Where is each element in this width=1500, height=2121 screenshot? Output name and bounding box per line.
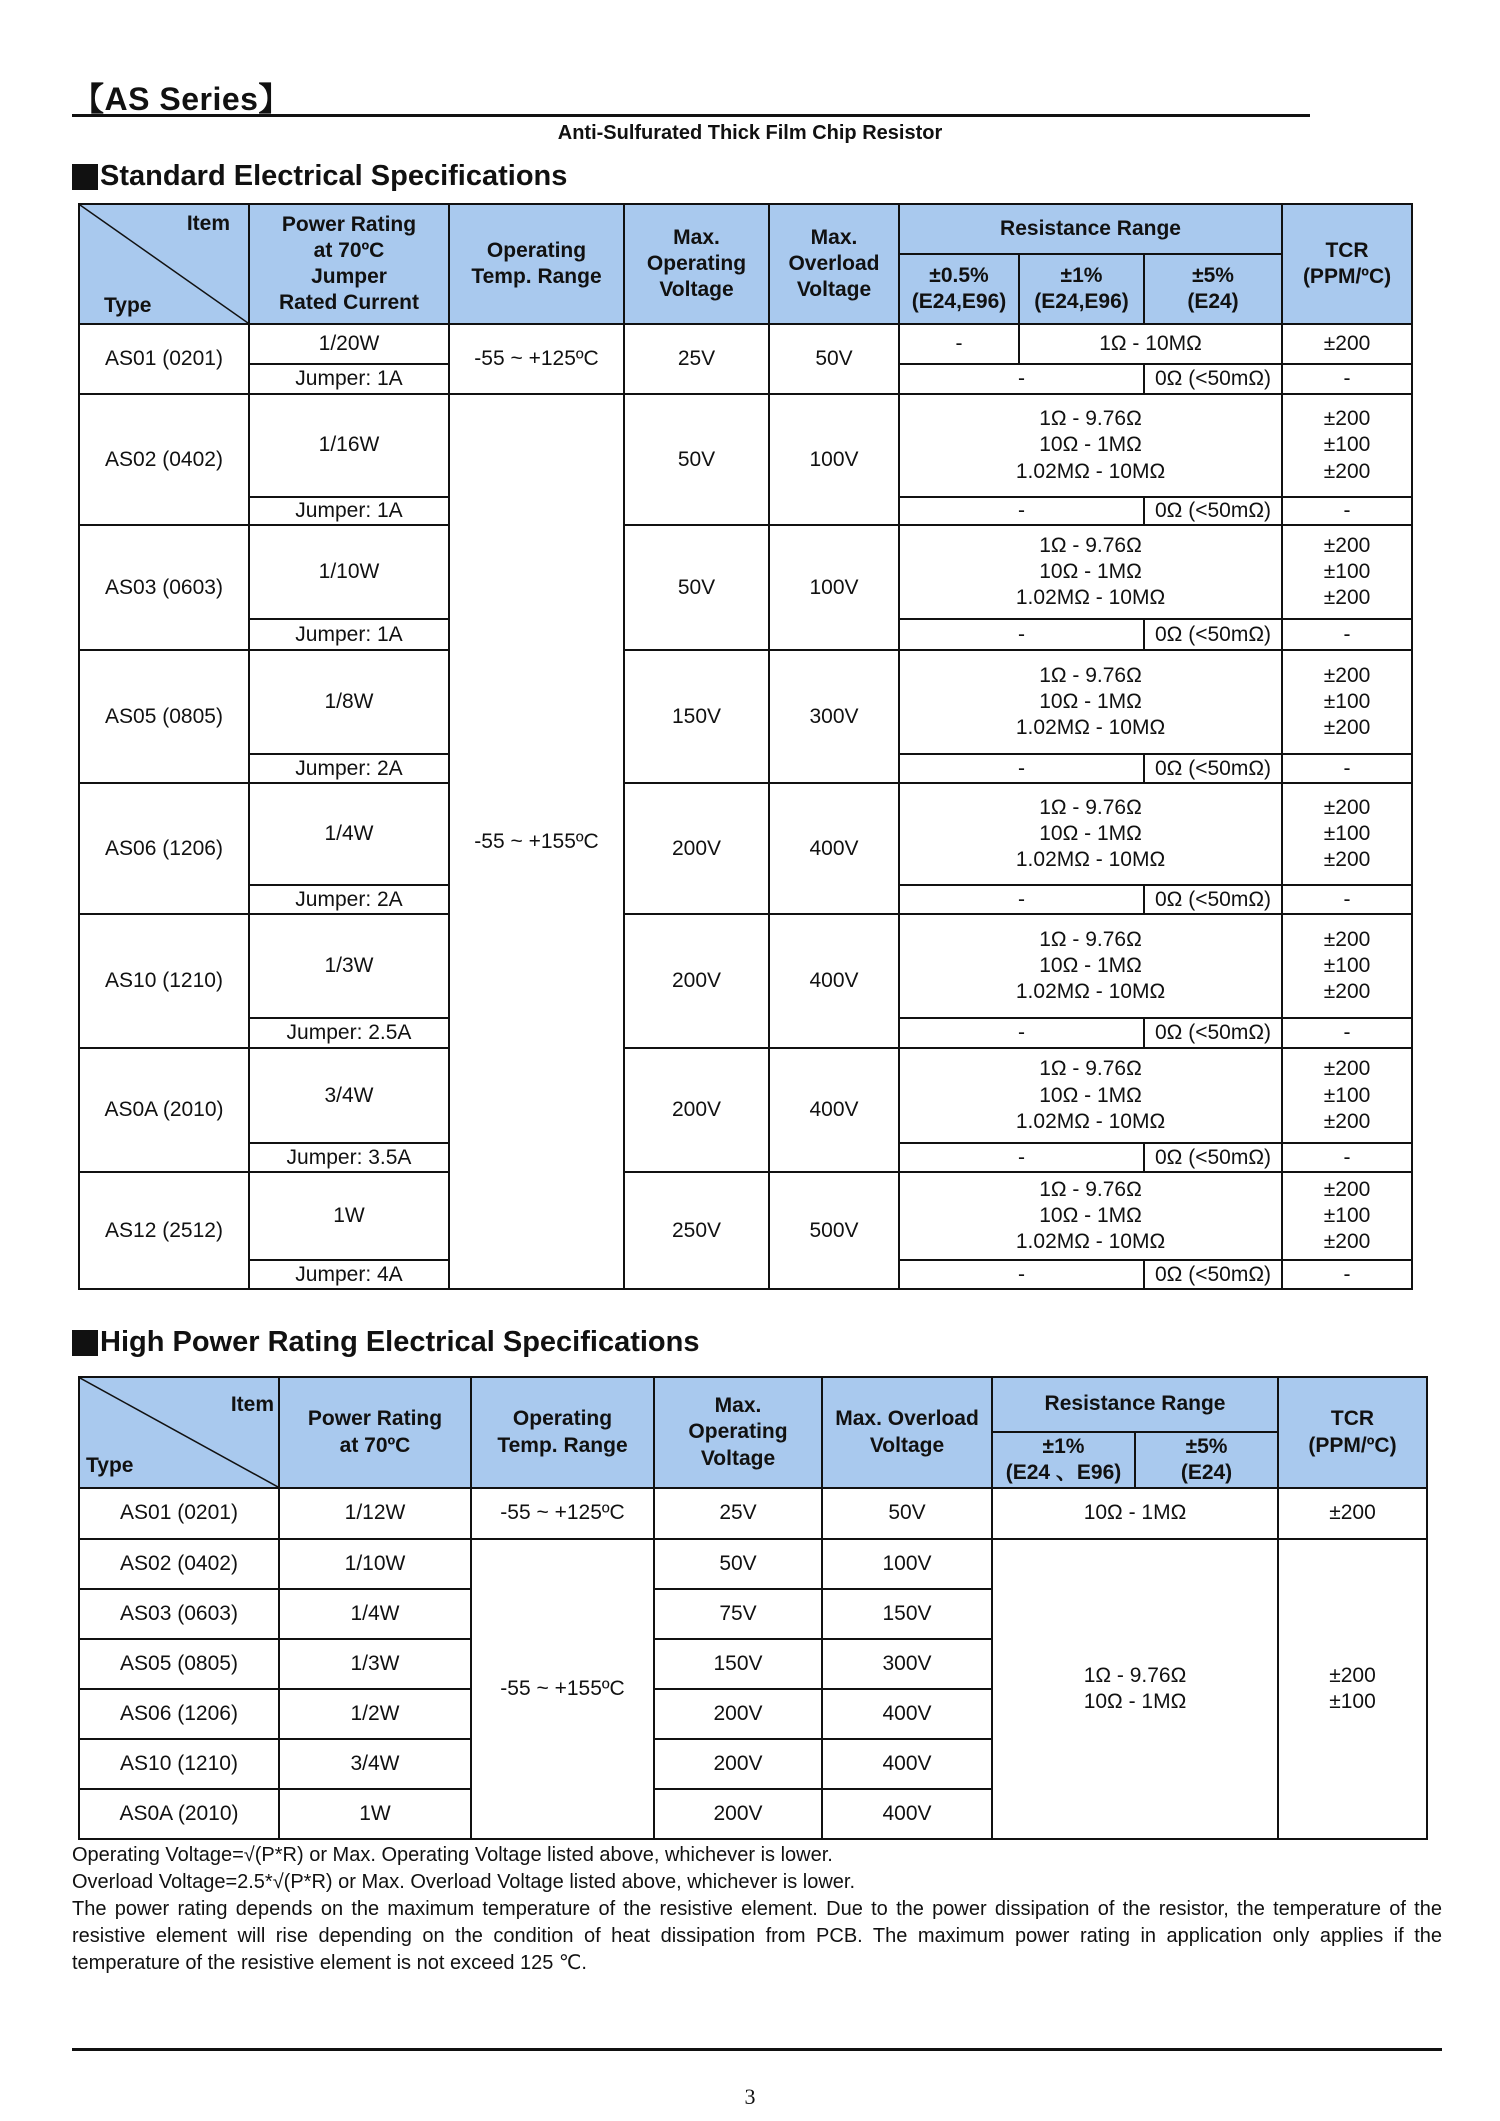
jumper-tcr-cell: -: [1282, 1018, 1412, 1048]
tcr-cell: [1282, 914, 1412, 1018]
power-cell: 1/3W: [279, 1639, 471, 1689]
black-square-icon: [72, 164, 98, 190]
tcr-cell: [1282, 783, 1412, 885]
tcr-line: ±200: [1323, 663, 1371, 687]
range-line: 1Ω - 9.76Ω: [1039, 407, 1142, 431]
header-line: at 70ºC: [339, 1433, 411, 1457]
tcr-cell: ±200: [1278, 1488, 1427, 1539]
tcr-line: ±200: [1323, 795, 1371, 819]
mol-cell: 300V: [769, 650, 899, 783]
mol-cell: 400V: [822, 1789, 992, 1839]
range-line: 10Ω - 1MΩ: [1039, 1083, 1142, 1107]
jumper-cell: Jumper: 1A: [249, 619, 449, 650]
tcr-line: ±200: [1323, 586, 1371, 610]
type-cell: AS0A (2010): [79, 1789, 279, 1839]
item-type-header: [79, 204, 249, 324]
header-line: Voltage: [796, 278, 872, 302]
item-label: Item: [230, 1393, 274, 1416]
power-cell: 1/16W: [249, 394, 449, 497]
header-line: at 70ºC: [313, 238, 385, 262]
jumper-range-cell: -: [899, 885, 1144, 914]
series-title: 【AS Series】: [72, 81, 291, 117]
tcr-header: [1278, 1377, 1427, 1488]
power-cell: 1/12W: [279, 1488, 471, 1539]
jumper-range-cell: -: [899, 1260, 1144, 1289]
type-cell: AS03 (0603): [79, 1589, 279, 1639]
mol-cell: 50V: [769, 324, 899, 394]
table-row: [79, 1539, 1427, 1589]
tcr-cell: [1278, 1539, 1427, 1839]
mol-cell: 400V: [769, 914, 899, 1048]
header-line: Power Rating: [281, 212, 417, 236]
power-cell: 3/4W: [279, 1739, 471, 1789]
type-cell: AS10 (1210): [79, 914, 249, 1048]
header-line: TCR: [1325, 238, 1369, 262]
jumper-cell: Jumper: 1A: [249, 497, 449, 525]
header-line: Max.: [810, 225, 858, 249]
range-cell: [899, 914, 1282, 1018]
range-line: 1.02MΩ - 10MΩ: [1015, 848, 1166, 872]
tcr-line: ±100: [1323, 1204, 1371, 1228]
header-line: Temp. Range: [497, 1433, 628, 1457]
mov-cell: 250V: [624, 1172, 769, 1289]
mol-cell: 100V: [769, 394, 899, 525]
type-cell: AS03 (0603): [79, 525, 249, 650]
range-line: 1.02MΩ - 10MΩ: [1015, 586, 1166, 610]
overload-voltage-note: Overload Voltage=2.5*√(P*R) or Max. Overload Voltage listed above, whichever is lower.: [72, 1871, 856, 1893]
range-cell: [899, 394, 1282, 497]
range-cell: -: [899, 324, 1019, 364]
header-line: Operating: [512, 1407, 613, 1431]
mov-cell: 150V: [654, 1639, 822, 1689]
tcr-line: ±200: [1323, 533, 1371, 557]
power-cell: 1/4W: [249, 783, 449, 885]
high-power-heading: [72, 1326, 699, 1359]
type-cell: AS10 (1210): [79, 1739, 279, 1789]
header-line: Voltage: [659, 278, 734, 302]
mol-cell: 100V: [769, 525, 899, 650]
power-rating-note: The power rating depends on the maximum temperature of the resistive element. Due to the power dissipation of the resistor, the temperature of the resistive element will rise depending on the condition of heat dissipation from PCB. The maximum power rating in application only applies if the temperature of the resistive element is not exceed 125 ℃.: [72, 1898, 1442, 1974]
high-power-spec-table: [78, 1376, 1428, 1840]
header-line: Max.: [673, 225, 720, 249]
header-line: (E24 、E96): [1005, 1461, 1122, 1484]
power-cell: 3/4W: [249, 1048, 449, 1143]
range-line: 10Ω - 1MΩ: [1039, 690, 1142, 714]
range-cell: [899, 525, 1282, 619]
range-line: 1.02MΩ - 10MΩ: [1015, 1109, 1166, 1133]
power-cell: 1/2W: [279, 1689, 471, 1739]
header-line: Voltage: [700, 1446, 776, 1470]
mol-cell: 300V: [822, 1639, 992, 1689]
jumper-zero-cell: 0Ω (<50mΩ): [1144, 1018, 1282, 1048]
jumper-range-cell: -: [899, 1143, 1144, 1172]
notes: [72, 1842, 1442, 1977]
power-rating-header: [249, 204, 449, 324]
header-line: Max. Overload: [835, 1407, 979, 1431]
mov-cell: 200V: [654, 1789, 822, 1839]
range-line: 1.02MΩ - 10MΩ: [1015, 1230, 1166, 1254]
jumper-tcr-cell: -: [1282, 1260, 1412, 1289]
mol-cell: 400V: [769, 783, 899, 914]
range-line: 1Ω - 9.76Ω: [1039, 1177, 1142, 1201]
mov-cell: 200V: [654, 1739, 822, 1789]
tcr-line: ±100: [1323, 433, 1371, 457]
tcr-line: ±100: [1323, 822, 1371, 846]
mov-cell: 200V: [654, 1689, 822, 1739]
max-operating-voltage-header: [624, 204, 769, 324]
type-cell: AS12 (2512): [79, 1172, 249, 1289]
tcr-line: ±200: [1323, 1109, 1371, 1133]
table-row: [79, 525, 1412, 619]
jumper-zero-cell: 0Ω (<50mΩ): [1144, 497, 1282, 525]
range-line: 1Ω - 9.76Ω: [1039, 927, 1142, 951]
max-operating-voltage-header: [654, 1377, 822, 1488]
jumper-tcr-cell: -: [1282, 1143, 1412, 1172]
type-label: Type: [86, 1453, 134, 1477]
tcr-cell: [1282, 1048, 1412, 1143]
tolerance-0-5-header: [899, 254, 1019, 324]
mol-cell: 50V: [822, 1488, 992, 1539]
jumper-zero-cell: 0Ω (<50mΩ): [1144, 1143, 1282, 1172]
range-cell: [899, 783, 1282, 885]
jumper-cell: Jumper: 4A: [249, 1260, 449, 1289]
type-cell: AS02 (0402): [79, 394, 249, 525]
jumper-tcr-cell: -: [1282, 497, 1412, 525]
jumper-range-cell: -: [899, 1018, 1144, 1048]
type-cell: AS0A (2010): [79, 1048, 249, 1172]
mov-cell: 200V: [624, 783, 769, 914]
type-cell: AS02 (0402): [79, 1539, 279, 1589]
range-cell: [899, 1172, 1282, 1260]
range-line: 1.02MΩ - 10MΩ: [1015, 459, 1166, 483]
max-overload-voltage-header: [769, 204, 899, 324]
mov-cell: 75V: [654, 1589, 822, 1639]
page-number: 3: [744, 2084, 756, 2109]
jumper-zero-cell: 0Ω (<50mΩ): [1144, 619, 1282, 650]
operating-voltage-note: Operating Voltage=√(P*R) or Max. Operating Voltage listed above, whichever is lower.: [72, 1844, 833, 1866]
jumper-cell: Jumper: 2.5A: [249, 1018, 449, 1048]
range-line: 10Ω - 1MΩ: [1039, 560, 1142, 584]
mov-cell: 50V: [624, 525, 769, 650]
type-cell: AS05 (0805): [79, 650, 249, 783]
range-line: 1.02MΩ - 10MΩ: [1015, 980, 1166, 1004]
tcr-line: ±200: [1323, 716, 1371, 740]
header-line: Overload: [788, 251, 880, 275]
header-line: ±5%: [1192, 263, 1234, 287]
mov-cell: 200V: [624, 914, 769, 1048]
tcr-cell: [1282, 525, 1412, 619]
table-row: [79, 650, 1412, 754]
temp-cell: -55 ~ +125ºC: [449, 324, 624, 394]
mov-cell: 25V: [654, 1488, 822, 1539]
header-line: Jumper: [311, 265, 387, 288]
power-cell: 1/10W: [249, 525, 449, 619]
tcr-line: ±200: [1323, 927, 1371, 951]
tcr-cell: [1282, 650, 1412, 754]
table-row: [79, 394, 1412, 497]
range-line: 1Ω - 9.76Ω: [1039, 663, 1142, 687]
jumper-zero-cell: 0Ω (<50mΩ): [1144, 754, 1282, 783]
range-cell: [899, 650, 1282, 754]
mol-cell: 400V: [769, 1048, 899, 1172]
temp-cell: -55 ~ +155ºC: [471, 1539, 654, 1839]
range-line: 1Ω - 9.76Ω: [1039, 533, 1142, 557]
tcr-line: ±200: [1323, 1057, 1371, 1081]
table-row: [79, 914, 1412, 1018]
range-line: 10Ω - 1MΩ: [1039, 954, 1142, 978]
power-rating-header: [279, 1377, 471, 1488]
header-line: Operating: [646, 251, 747, 275]
mol-cell: 150V: [822, 1589, 992, 1639]
subtitle: Anti-Sulfurated Thick Film Chip Resistor: [557, 122, 943, 144]
tcr-line: ±100: [1323, 1083, 1371, 1107]
item-type-header: [79, 1377, 279, 1488]
table-row: [79, 1488, 1427, 1539]
power-cell: 1/10W: [279, 1539, 471, 1589]
mov-cell: 25V: [624, 324, 769, 394]
range-cell: [899, 1048, 1282, 1143]
range-line: 10Ω - 1MΩ: [1039, 1204, 1142, 1228]
mov-cell: 50V: [654, 1539, 822, 1589]
max-overload-voltage-header: [822, 1377, 992, 1488]
table-row: [79, 783, 1412, 885]
table-row: [79, 1048, 1412, 1143]
range-line: 1Ω - 9.76Ω: [1083, 1663, 1187, 1687]
tcr-cell: ±200: [1282, 324, 1412, 364]
range-line: 10Ω - 1MΩ: [1039, 822, 1142, 846]
tcr-line: ±200: [1323, 848, 1371, 872]
footer-rule: [72, 2048, 1442, 2051]
mov-cell: 150V: [624, 650, 769, 783]
header-line: ±1%: [1060, 263, 1103, 287]
high-power-heading-text: High Power Rating Electrical Specifications: [100, 1326, 700, 1358]
jumper-tcr-cell: -: [1282, 885, 1412, 914]
jumper-range-cell: -: [899, 619, 1144, 650]
header-line: Operating: [486, 238, 587, 262]
power-cell: 1W: [279, 1789, 471, 1839]
range-cell: 1Ω - 10MΩ: [1019, 324, 1282, 364]
range-line: 10Ω - 1MΩ: [1083, 1690, 1187, 1713]
tcr-line: ±200: [1323, 459, 1371, 483]
black-square-icon: [72, 1330, 98, 1356]
range-line: 1.02MΩ - 10MΩ: [1015, 716, 1166, 740]
jumper-tcr-cell: -: [1282, 754, 1412, 783]
power-cell: 1/8W: [249, 650, 449, 754]
tcr-cell: [1282, 394, 1412, 497]
tcr-header: [1282, 204, 1412, 324]
header-line: Power Rating: [307, 1407, 443, 1431]
header-line: Temp. Range: [471, 265, 602, 288]
power-cell: 1W: [249, 1172, 449, 1260]
header-line: (E24): [1187, 290, 1239, 313]
resistance-range-header: Resistance Range: [899, 204, 1282, 254]
range-cell: 10Ω - 1MΩ: [992, 1488, 1278, 1539]
type-cell: AS05 (0805): [79, 1639, 279, 1689]
tcr-line: ±200: [1323, 1230, 1371, 1254]
range-line: 1Ω - 9.76Ω: [1039, 795, 1142, 819]
title-rule: [72, 114, 1310, 117]
mov-cell: 200V: [624, 1048, 769, 1172]
mol-cell: 100V: [822, 1539, 992, 1589]
range-cell: [992, 1539, 1278, 1839]
mol-cell: 500V: [769, 1172, 899, 1289]
table-row: [79, 324, 1412, 364]
range-line: 10Ω - 1MΩ: [1039, 433, 1142, 457]
temp-cell: -55 ~ +155ºC: [449, 394, 624, 1289]
tolerance-1-header: [992, 1432, 1135, 1488]
resistance-range-header: Resistance Range: [992, 1377, 1278, 1432]
header-line: ±0.5%: [929, 263, 989, 287]
jumper-range-cell: -: [899, 497, 1144, 525]
tolerance-5-header: [1144, 254, 1282, 324]
type-cell: AS01 (0201): [79, 1488, 279, 1539]
jumper-cell: Jumper: 3.5A: [249, 1143, 449, 1172]
header-line: (PPM/ºC): [1308, 1433, 1397, 1457]
tcr-cell: [1282, 1172, 1412, 1260]
tcr-line: ±100: [1323, 954, 1371, 978]
header-line: (E24,E96): [911, 290, 1007, 313]
jumper-range-cell: -: [899, 364, 1144, 394]
header-line: (E24): [1180, 1461, 1233, 1484]
table-row: [79, 1172, 1412, 1260]
header-line: (PPM/ºC): [1302, 265, 1392, 288]
jumper-range-cell: -: [899, 754, 1144, 783]
standard-heading-text: Standard Electrical Specifications: [100, 160, 568, 192]
item-label: Item: [186, 212, 230, 235]
jumper-cell: Jumper: 1A: [249, 364, 449, 394]
tcr-line: ±200: [1329, 1663, 1376, 1687]
header-line: ±5%: [1185, 1434, 1228, 1458]
jumper-cell: Jumper: 2A: [249, 754, 449, 783]
jumper-zero-cell: 0Ω (<50mΩ): [1144, 364, 1282, 394]
jumper-tcr-cell: -: [1282, 364, 1412, 394]
header-line: Operating: [688, 1420, 788, 1444]
header-line: Max.: [714, 1394, 762, 1418]
tolerance-5-header: [1135, 1432, 1278, 1488]
standard-heading: [72, 160, 567, 193]
type-cell: AS01 (0201): [79, 324, 249, 394]
type-label: Type: [104, 293, 152, 317]
mov-cell: 50V: [624, 394, 769, 525]
header-line: Rated Current: [278, 291, 420, 315]
power-cell: 1/4W: [279, 1589, 471, 1639]
mol-cell: 400V: [822, 1739, 992, 1789]
standard-spec-table: [78, 203, 1413, 1290]
header-line: Voltage: [869, 1433, 945, 1457]
range-line: 1Ω - 9.76Ω: [1039, 1057, 1142, 1081]
header-line: ±1%: [1042, 1434, 1085, 1458]
tcr-line: ±200: [1323, 407, 1371, 431]
jumper-zero-cell: 0Ω (<50mΩ): [1144, 885, 1282, 914]
header-line: (E24,E96): [1034, 290, 1129, 313]
tolerance-1-header: [1019, 254, 1144, 324]
tcr-line: ±200: [1323, 980, 1371, 1004]
tcr-line: ±200: [1323, 1177, 1371, 1201]
type-cell: AS06 (1206): [79, 783, 249, 914]
mol-cell: 400V: [822, 1689, 992, 1739]
tcr-line: ±100: [1323, 560, 1371, 584]
tcr-line: ±100: [1323, 690, 1371, 714]
temp-range-header: [471, 1377, 654, 1488]
jumper-cell: Jumper: 2A: [249, 885, 449, 914]
tcr-line: ±100: [1329, 1690, 1376, 1713]
header-line: TCR: [1330, 1407, 1375, 1431]
jumper-tcr-cell: -: [1282, 619, 1412, 650]
temp-cell: -55 ~ +125ºC: [471, 1488, 654, 1539]
power-cell: 1/20W: [249, 324, 449, 364]
type-cell: AS06 (1206): [79, 1689, 279, 1739]
power-cell: 1/3W: [249, 914, 449, 1018]
temp-range-header: [449, 204, 624, 324]
jumper-zero-cell: 0Ω (<50mΩ): [1144, 1260, 1282, 1289]
